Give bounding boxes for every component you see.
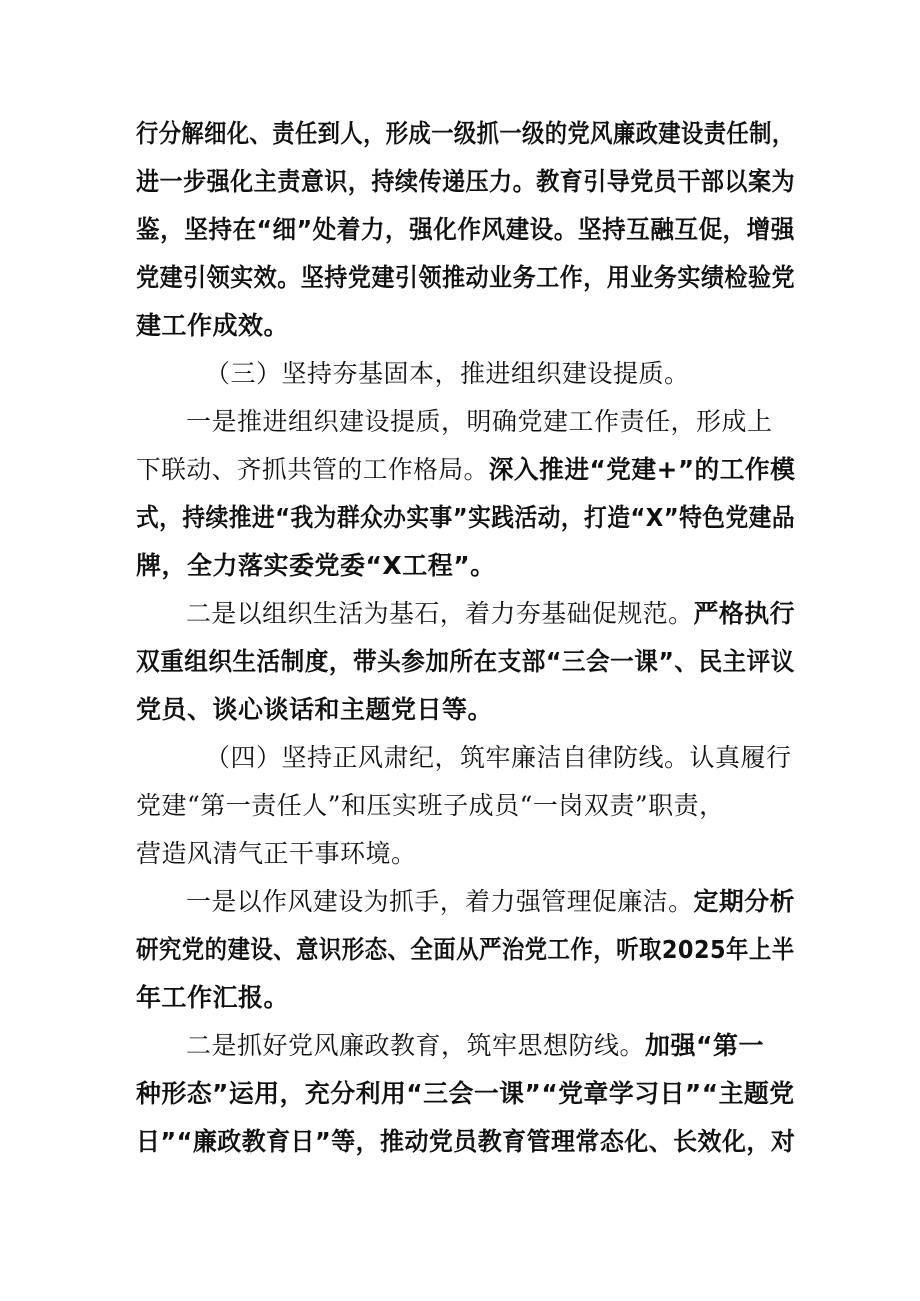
text-line-5: 建工作成效。 bbox=[136, 311, 290, 340]
text-line-17 bbox=[186, 886, 795, 919]
text-line-2: 进一步强化主责意识，持续传递压力。教育引导党员干部以案为 bbox=[136, 167, 796, 196]
text-line-15: 党建“第一责任人”和压实班子成员“一岗双责”职责， bbox=[136, 791, 725, 820]
text-line-20-lead: 二是抓好党风廉政教育，筑牢思想防线。 bbox=[186, 1031, 646, 1060]
text-line-3: 鉴，坚持在“细”处着力，强化作风建设。坚持互融互促，增强 bbox=[136, 215, 795, 244]
text-line-16: 营造风清气正干事环境。 bbox=[136, 839, 417, 868]
text-line-1: 行分解细化、责任到人，形成一级抓一级的党风廉政建设责任制， bbox=[136, 119, 795, 148]
text-line-20-tail: 加强“第一 bbox=[645, 1031, 764, 1060]
section-heading-4: （四）坚持正风肃纪，筑牢廉洁自律防线。认真履行 bbox=[205, 743, 792, 772]
text-line-4: 党建引领实效。坚持党建引领推动业务工作，用业务实绩检验党 bbox=[136, 263, 796, 292]
text-line-13: 党员、谈心谈话和主题党日等。 bbox=[136, 695, 494, 724]
text-line-18: 研究党的建设、意识形态、全面从严治党工作，听取2025年上半 bbox=[136, 935, 795, 964]
text-line-20 bbox=[186, 1030, 764, 1063]
text-line-11-tail: 严格执行 bbox=[693, 599, 796, 628]
text-line-8-tail: 深入推进“党建+”的工作模 bbox=[488, 455, 796, 484]
text-line-19: 年工作汇报。 bbox=[136, 983, 290, 1012]
text-line-7: 一是推进组织建设提质，明确党建工作责任，形成上 bbox=[186, 407, 773, 436]
text-line-9: 式，持续推进“我为群众办实事”实践活动，打造“X”特色党建品 bbox=[136, 503, 796, 532]
text-line-17-lead: 一是以作风建设为抓手，着力强管理促廉洁。 bbox=[186, 887, 694, 916]
text-line-11 bbox=[186, 598, 795, 631]
text-line-8-lead: 下联动、齐抓共管的工作格局。 bbox=[136, 455, 489, 484]
text-line-17-tail: 定期分析 bbox=[693, 887, 796, 916]
text-line-10: 牌，全力落实委党委“X工程”。 bbox=[136, 551, 496, 580]
text-line-11-lead: 二是以组织生活为基石，着力夯基础促规范。 bbox=[186, 599, 694, 628]
text-line-12: 双重组织生活制度，带头参加所在支部“三会一课”、民主评议 bbox=[136, 647, 795, 676]
text-line-21: 种形态”运用，充分利用“三会一课”“党章学习日”“主题党 bbox=[136, 1079, 795, 1108]
section-heading-3: （三）坚持夯基固本，推进组织建设提质。 bbox=[205, 359, 690, 388]
text-line-8 bbox=[136, 454, 795, 487]
text-line-22: 日”“廉政教育日”等，推动党员教育管理常态化、长效化，对 bbox=[136, 1127, 796, 1156]
